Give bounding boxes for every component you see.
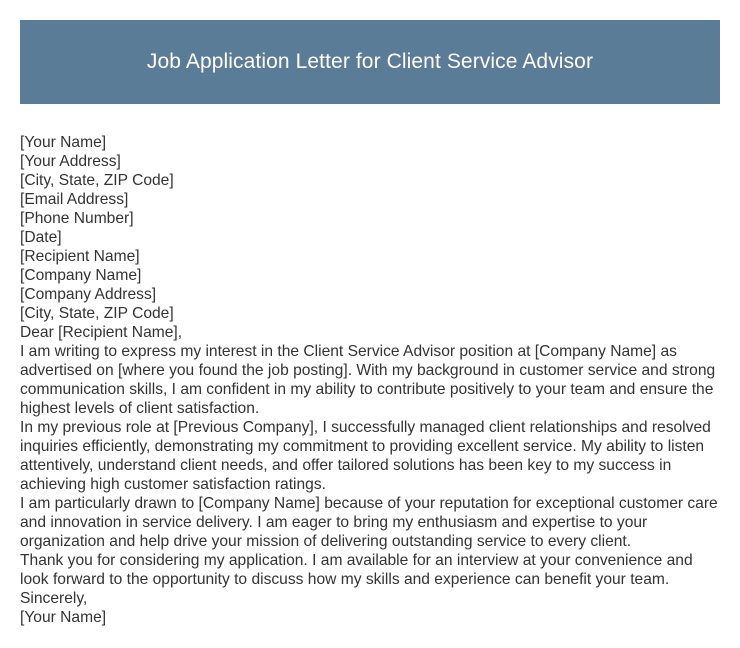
recipient-company-address: [Company Address]: [20, 286, 157, 303]
paragraph-closing: Thank you for considering my application. I am available for an interview at your convenience and look forward to the opportunity to discuss how my skills and experience can benefit your team.: [20, 552, 693, 588]
salutation: Dear [Recipient Name],: [20, 324, 183, 341]
paragraph-experience: In my previous role at [Previous Company], I successfully managed client relationships and resolved inquiries efficiently, demonstrating my commitment to providing excellent service. My ability to listen attentively, understand client needs, and offer tailored solutions has been key to my success in achieving high customer satisfaction ratings.: [20, 419, 711, 493]
sender-email: [Email Address]: [20, 191, 129, 208]
sender-address: [Your Address]: [20, 153, 121, 170]
page-title: Job Application Letter for Client Service Advisor: [146, 50, 594, 73]
sender-phone: [Phone Number]: [20, 210, 134, 227]
sender-name: [Your Name]: [20, 134, 107, 151]
recipient-city-state-zip: [City, State, ZIP Code]: [20, 305, 174, 322]
recipient-company: [Company Name]: [20, 267, 142, 284]
paragraph-motivation: I am particularly drawn to [Company Name] because of your reputation for exceptional customer care and innovation in service delivery. I am eager to bring my enthusiasm and expertise to your organization and help drive your mission of delivering outstanding service to every client.: [20, 495, 718, 550]
signature: [Your Name]: [20, 609, 107, 626]
paragraph-intro: I am writing to express my interest in the Client Service Advisor position at [Company Name] as advertised on [where you found the job posting]. With my background in customer service and strong communication skills, I am confident in my ability to contribute positively to your team and ensure the highest levels of client satisfaction.: [20, 343, 716, 417]
letter-date: [Date]: [20, 229, 62, 246]
closing: Sincerely,: [20, 590, 88, 607]
letter-body: [20, 133, 722, 627]
recipient-name: [Recipient Name]: [20, 248, 140, 265]
header-banner: [20, 20, 720, 104]
sender-city-state-zip: [City, State, ZIP Code]: [20, 172, 174, 189]
